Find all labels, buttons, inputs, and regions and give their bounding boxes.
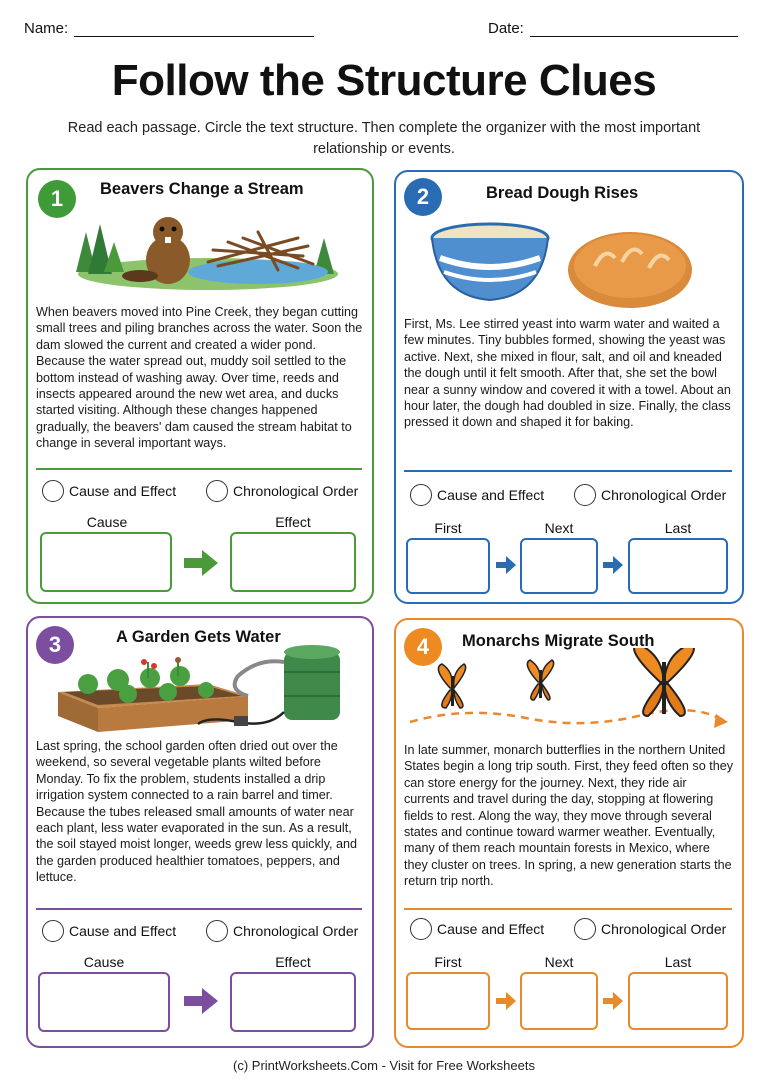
structure-choices xyxy=(408,484,734,508)
organizer-box-next[interactable] xyxy=(520,538,598,594)
organizer-box-effect[interactable] xyxy=(230,972,356,1032)
card-title: Bread Dough Rises xyxy=(486,184,639,202)
arrow-right-icon xyxy=(184,550,218,576)
radio-circle[interactable] xyxy=(574,484,596,506)
structure-choices xyxy=(40,480,364,504)
choice-label: Cause and Effect xyxy=(69,483,177,499)
card-number-badge: 3 xyxy=(36,626,74,664)
organizer-box-next[interactable] xyxy=(520,972,598,1030)
divider xyxy=(36,908,362,910)
organizer-label-first: First xyxy=(434,520,462,536)
organizer-label-cause: Cause xyxy=(86,514,128,530)
organizer-box-last[interactable] xyxy=(628,538,728,594)
arrow-right-icon xyxy=(603,992,623,1010)
organizer-label-first: First xyxy=(434,954,462,970)
radio-circle[interactable] xyxy=(410,484,432,506)
beaver-dam-icon xyxy=(68,202,338,294)
arrow-right-icon xyxy=(496,992,516,1010)
name-label: Name: xyxy=(24,20,69,37)
card-title: Beavers Change a Stream xyxy=(100,180,304,198)
chronological-choice[interactable] xyxy=(206,920,358,942)
name-field[interactable] xyxy=(24,20,314,37)
header-row xyxy=(24,20,744,42)
choice-label: Chronological Order xyxy=(601,921,727,937)
bread-bowl-icon xyxy=(430,216,700,312)
passage-text: Last spring, the school garden often dried out over the weekend, so several vegetable plants wilted before Monday. To fix the problem, students installed a drip irrigation system connected to a rain barrel and timer. Because the tubes released small amounts of water near each plant, less water evaporated in the sun. As a result, the soil stayed moist longer, weeds grew less quickly, and the garden produced healthier tomatoes, peppers, and lettuce. xyxy=(36,739,358,885)
passage-card-3 xyxy=(26,616,374,1048)
card-number-badge: 1 xyxy=(38,180,76,218)
organizer-box-cause[interactable] xyxy=(40,532,172,592)
garden-rain-barrel-icon xyxy=(58,632,358,734)
organizer-box-cause[interactable] xyxy=(38,972,170,1032)
choice-label: Cause and Effect xyxy=(437,487,545,503)
radio-circle[interactable] xyxy=(206,480,228,502)
radio-circle[interactable] xyxy=(410,918,432,940)
footer-credit: (c) PrintWorksheets.Com - Visit for Free Worksheets xyxy=(233,1058,535,1073)
choice-label: Chronological Order xyxy=(601,487,727,503)
date-label: Date: xyxy=(488,20,524,37)
radio-circle[interactable] xyxy=(42,920,64,942)
choice-label: Cause and Effect xyxy=(437,921,545,937)
radio-circle[interactable] xyxy=(42,480,64,502)
organizer-label-last: Last xyxy=(664,954,692,970)
monarch-butterflies-icon xyxy=(406,648,732,738)
organizer-box-first[interactable] xyxy=(406,538,490,594)
passage-card-2 xyxy=(394,170,744,604)
name-line[interactable] xyxy=(74,21,314,37)
organizer-label-effect: Effect xyxy=(275,514,311,530)
organizer-box-first[interactable] xyxy=(406,972,490,1030)
choice-label: Cause and Effect xyxy=(69,923,177,939)
choice-label: Chronological Order xyxy=(233,923,359,939)
arrow-right-icon xyxy=(603,556,623,574)
organizer-label-last: Last xyxy=(664,520,692,536)
date-field[interactable] xyxy=(488,20,738,37)
card-number-badge: 2 xyxy=(404,178,442,216)
divider xyxy=(404,470,732,472)
structure-choices xyxy=(40,920,364,944)
cause-effect-choice[interactable] xyxy=(42,920,176,942)
choice-label: Chronological Order xyxy=(233,483,359,499)
organizer-label-next: Next xyxy=(544,520,574,536)
passage-text: First, Ms. Lee stirred yeast into warm water and waited a few minutes. Tiny bubbles formed, showing the yeast was active. Next, she mixed in flour, salt, and oil and kneaded the dough until it felt smooth. After that, she set the bowl near a sunny window and covered it with a towel. About an hour later, the dough had doubled in size. Finally, the class pressed it down and shaped it for baking. xyxy=(404,317,731,430)
card-title: Monarchs Migrate South xyxy=(462,632,655,650)
cause-effect-choice[interactable] xyxy=(410,918,544,940)
organizer-label-next: Next xyxy=(544,954,574,970)
instructions: Read each passage. Circle the text structure. Then complete the organizer with the most important relationship or events. xyxy=(67,120,701,157)
card-number-badge: 4 xyxy=(404,628,442,666)
radio-circle[interactable] xyxy=(206,920,228,942)
organizer-label-effect: Effect xyxy=(275,954,311,970)
chronological-choice[interactable] xyxy=(574,918,726,940)
organizer-box-last[interactable] xyxy=(628,972,728,1030)
radio-circle[interactable] xyxy=(574,918,596,940)
passage-text: When beavers moved into Pine Creek, they began cutting small trees and piling branches across the water. Soon the dam slowed the current and created a wider pond. Because the water spread out, muddy soil settled to the bottom instead of washing away. Over time, reeds and insects appeared around the new wet area, and ducks started visiting. Although these changes happened gradually, the beavers' dam caused the stream habitat to change in several important ways. xyxy=(36,305,363,451)
passage-text: In late summer, monarch butterflies in the northern United States begin a long trip south. First, they feed often so they can store energy for the journey. Next, they ride air currents and travel during the day, stopping at flowering fields to rest. Along the way, they move through several states and continue toward warmer weather. Eventually, many of them reach mountain forests in Mexico, where they cluster on trees. In spring, a new generation starts the return trip north. xyxy=(404,743,734,889)
date-line[interactable] xyxy=(530,21,738,37)
cause-effect-choice[interactable] xyxy=(410,484,544,506)
cause-effect-choice[interactable] xyxy=(42,480,176,502)
passage-card-1 xyxy=(26,168,374,604)
arrow-right-icon xyxy=(184,988,218,1014)
passage-card-4 xyxy=(394,618,744,1048)
divider xyxy=(404,908,732,910)
chronological-choice[interactable] xyxy=(206,480,358,502)
chronological-choice[interactable] xyxy=(574,484,726,506)
page-title: Follow the Structure Clues xyxy=(111,56,657,105)
structure-choices xyxy=(408,918,734,942)
organizer-box-effect[interactable] xyxy=(230,532,356,592)
organizer-label-cause: Cause xyxy=(83,954,125,970)
arrow-right-icon xyxy=(496,556,516,574)
card-title: A Garden Gets Water xyxy=(116,628,281,646)
divider xyxy=(36,468,362,470)
